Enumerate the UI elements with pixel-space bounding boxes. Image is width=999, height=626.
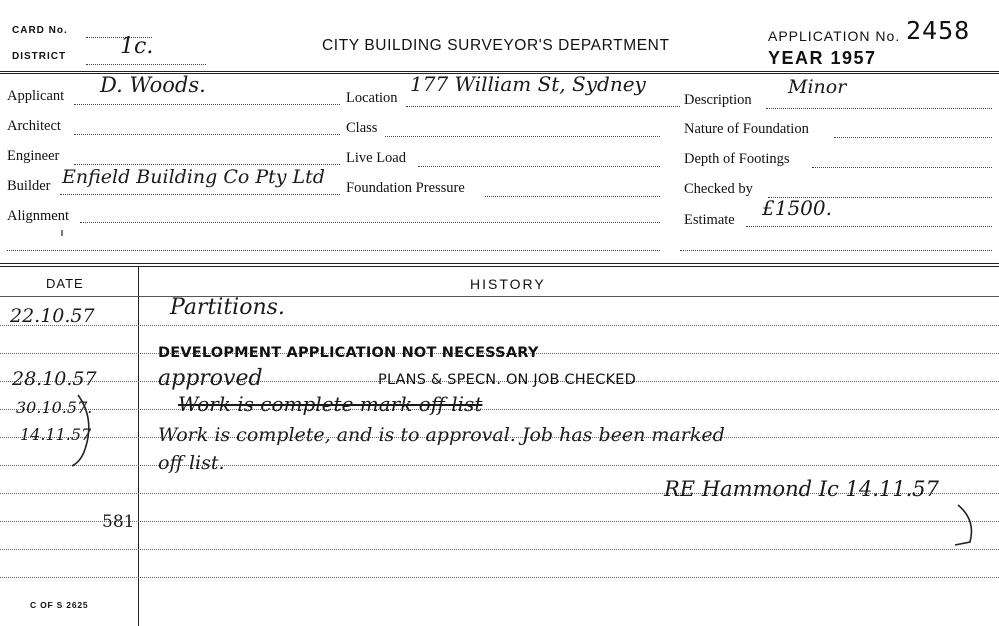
application-number: 2458: [906, 16, 971, 45]
applicant-label: Applicant: [7, 88, 65, 104]
history-date: 22.10.57: [10, 305, 95, 327]
nature-of-foundation-label: Nature of Foundation: [684, 121, 809, 137]
development-stamp: DEVELOPMENT APPLICATION NOT NECESSARY: [158, 345, 539, 361]
history-column-header: HISTORY: [470, 276, 546, 292]
architect-label: Architect: [7, 118, 61, 134]
location-value: 177 William St, Sydney: [410, 72, 646, 96]
class-label: Class: [346, 120, 378, 136]
history-date: 14.11.57: [20, 425, 92, 444]
foundation-pressure-label: Foundation Pressure: [346, 180, 465, 196]
engineer-label: Engineer: [7, 148, 60, 164]
estimate-label: Estimate: [684, 212, 735, 228]
applicant-value: D. Woods.: [100, 73, 206, 97]
description-label: Description: [684, 92, 752, 108]
date-column-header: DATE: [46, 276, 84, 291]
location-label: Location: [346, 90, 398, 106]
plans-checked-stamp: PLANS & SPECN. ON JOB CHECKED: [378, 372, 637, 388]
history-entry: Work is complete, and is to approval. Job has been marked: [158, 424, 725, 446]
builder-label: Builder: [7, 178, 51, 194]
history-entry: Partitions.: [170, 295, 285, 320]
form-code: C OF S 2625: [30, 600, 89, 610]
history-date: 30.10.57.: [16, 398, 93, 417]
estimate-value: £1500.: [762, 196, 832, 220]
district-label: DISTRICT: [12, 51, 67, 62]
card-no-label: CARD No.: [12, 25, 68, 36]
year: YEAR 1957: [768, 48, 877, 68]
history-entry-continued: off list.: [158, 452, 225, 474]
margin-note: 581: [102, 512, 135, 532]
application-label: APPLICATION No.: [768, 28, 901, 44]
department-title: CITY BUILDING SURVEYOR'S DEPARTMENT: [322, 37, 670, 54]
district-value: 1c.: [120, 34, 154, 59]
checked-by-label: Checked by: [684, 181, 753, 197]
depth-of-footings-label: Depth of Footings: [684, 151, 790, 167]
alignment-label: Alignment: [7, 208, 70, 224]
builder-value: Enfield Building Co Pty Ltd: [62, 166, 325, 188]
live-load-label: Live Load: [346, 150, 406, 166]
description-value: Minor: [788, 76, 847, 98]
history-date: 28.10.57: [12, 368, 97, 390]
history-entry-struck: Work is complete mark off list: [178, 392, 483, 416]
signature: RE Hammond Ic 14.11.57: [664, 477, 940, 501]
history-entry: approved: [158, 366, 263, 391]
